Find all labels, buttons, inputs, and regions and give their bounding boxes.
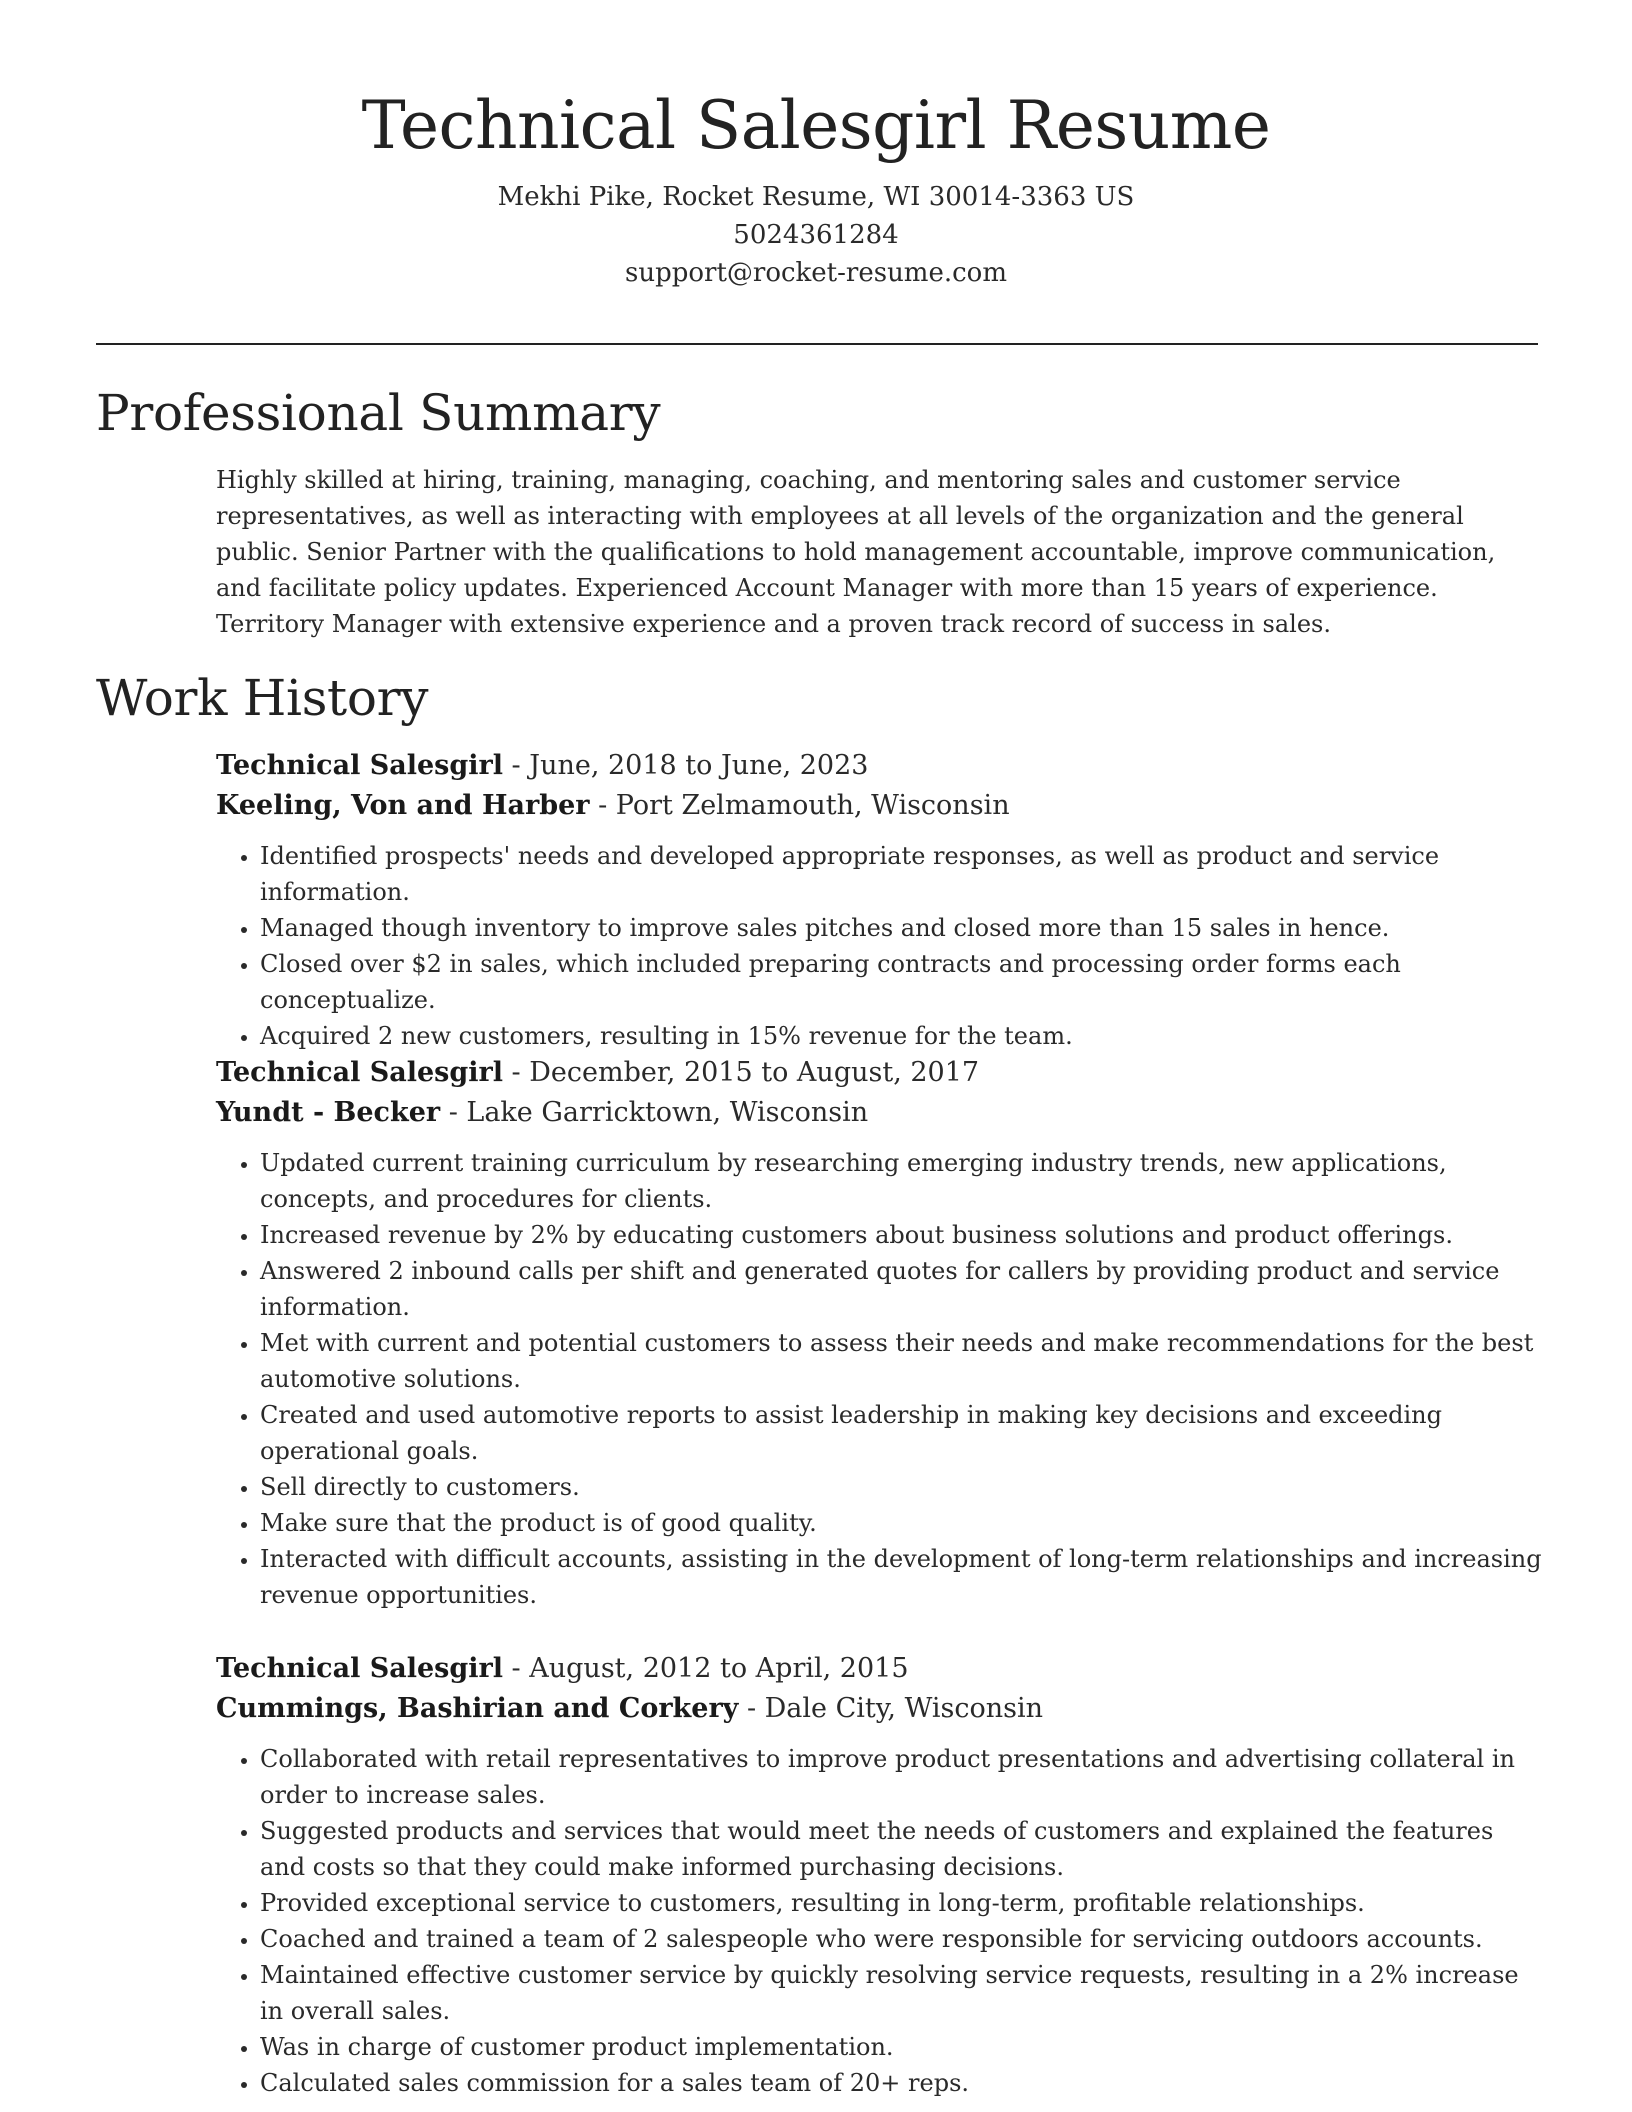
job-title: Technical Salesgirl bbox=[216, 1653, 503, 1684]
job-title: Technical Salesgirl bbox=[216, 750, 503, 781]
work-history-heading: Work History bbox=[96, 669, 429, 727]
job-entry bbox=[216, 1053, 1546, 1613]
job-bullets bbox=[216, 838, 1546, 1054]
job-dates: - August, 2012 to April, 2015 bbox=[502, 1653, 909, 1684]
job-title-line bbox=[216, 746, 1546, 786]
job-bullet: • Sell directly to customers. bbox=[260, 1469, 1546, 1505]
contact-email: support@rocket-resume.com bbox=[624, 258, 1007, 288]
job-bullet: • Closed over $2 in sales, which included preparing contracts and processing order forms each conceptualize. bbox=[260, 946, 1546, 1018]
job-bullet: • Suggested products and services that would meet the needs of customers and explained the features and costs so that they could make informed purchasing decisions. bbox=[260, 1813, 1546, 1885]
job-company-line bbox=[216, 1689, 1546, 1729]
job-bullet: • Calculated sales commission for a sales team of 20+ reps. bbox=[260, 2065, 1546, 2101]
job-bullet: • Identified prospects' needs and developed appropriate responses, as well as product and service information. bbox=[260, 838, 1546, 910]
job-dates: - June, 2018 to June, 2023 bbox=[502, 750, 869, 781]
job-bullet: • Updated current training curriculum by researching emerging industry trends, new applications, concepts, and procedures for clients. bbox=[260, 1145, 1546, 1217]
job-company: Yundt - Becker bbox=[216, 1097, 441, 1128]
job-bullets bbox=[216, 1145, 1546, 1613]
job-title-line bbox=[216, 1649, 1546, 1689]
job-company: Keeling, Von and Harber bbox=[216, 790, 590, 821]
job-bullet: • Created and used automotive reports to assist leadership in making key decisions and exceeding operational goals. bbox=[260, 1397, 1546, 1469]
resume-title: Technical Salesgirl Resume bbox=[361, 87, 1271, 164]
job-bullet: • Make sure that the product is of good quality. bbox=[260, 1505, 1546, 1541]
job-entry bbox=[216, 746, 1546, 1054]
job-bullet: • Maintained effective customer service by quickly resolving service requests, resulting in a 2% increase in overall sales. bbox=[260, 1957, 1546, 2029]
job-location: - Lake Garricktown, Wisconsin bbox=[440, 1097, 869, 1128]
job-bullet: • Interacted with difficult accounts, assisting in the development of long-term relationships and increasing revenue opportunities. bbox=[260, 1541, 1546, 1613]
header-divider bbox=[96, 343, 1538, 345]
job-bullet: • Acquired 2 new customers, resulting in 15% revenue for the team. bbox=[260, 1018, 1546, 1054]
job-company-line bbox=[216, 1093, 1546, 1133]
contact-info bbox=[0, 178, 1632, 292]
contact-phone: 5024361284 bbox=[733, 220, 899, 250]
job-title: Technical Salesgirl bbox=[216, 1057, 503, 1088]
job-entry bbox=[216, 1649, 1546, 2101]
summary-heading: Professional Summary bbox=[96, 384, 661, 442]
job-bullets bbox=[216, 1741, 1546, 2101]
job-dates: - December, 2015 to August, 2017 bbox=[502, 1057, 980, 1088]
job-title-line bbox=[216, 1053, 1546, 1093]
job-location: - Port Zelmamouth, Wisconsin bbox=[589, 790, 1010, 821]
job-bullet: • Met with current and potential customers to assess their needs and make recommendations for the best automotive solutions. bbox=[260, 1325, 1546, 1397]
job-bullet: • Was in charge of customer product implementation. bbox=[260, 2029, 1546, 2065]
contact-address: Mekhi Pike, Rocket Resume, WI 30014-3363 US bbox=[497, 182, 1135, 212]
job-location: - Dale City, Wisconsin bbox=[738, 1693, 1043, 1724]
job-bullet: • Managed though inventory to improve sales pitches and closed more than 15 sales in hence. bbox=[260, 910, 1546, 946]
job-company-line bbox=[216, 786, 1546, 826]
job-bullet: • Coached and trained a team of 2 salespeople who were responsible for servicing outdoors accounts. bbox=[260, 1921, 1546, 1957]
job-bullet: • Answered 2 inbound calls per shift and generated quotes for callers by providing product and service information. bbox=[260, 1253, 1546, 1325]
job-bullet: • Increased revenue by 2% by educating customers about business solutions and product offerings. bbox=[260, 1217, 1546, 1253]
resume-header bbox=[0, 82, 1632, 292]
job-bullet: • Provided exceptional service to customers, resulting in long-term, profitable relationships. bbox=[260, 1885, 1546, 1921]
job-company: Cummings, Bashirian and Corkery bbox=[216, 1693, 739, 1724]
summary-text: Highly skilled at hiring, training, managing, coaching, and mentoring sales and customer service representatives, as well as interacting with employees at all levels of the organization and the general public. Senior Partner with the qualifications to hold management accountable, improve communication, and facilitate policy updates. Experienced Account Manager with more than 15 years of experience. Territory Manager with extensive experience and a proven track record of success in sales. bbox=[216, 466, 1496, 638]
job-bullet: • Collaborated with retail representatives to improve product presentations and advertising collateral in order to increase sales. bbox=[260, 1741, 1546, 1813]
